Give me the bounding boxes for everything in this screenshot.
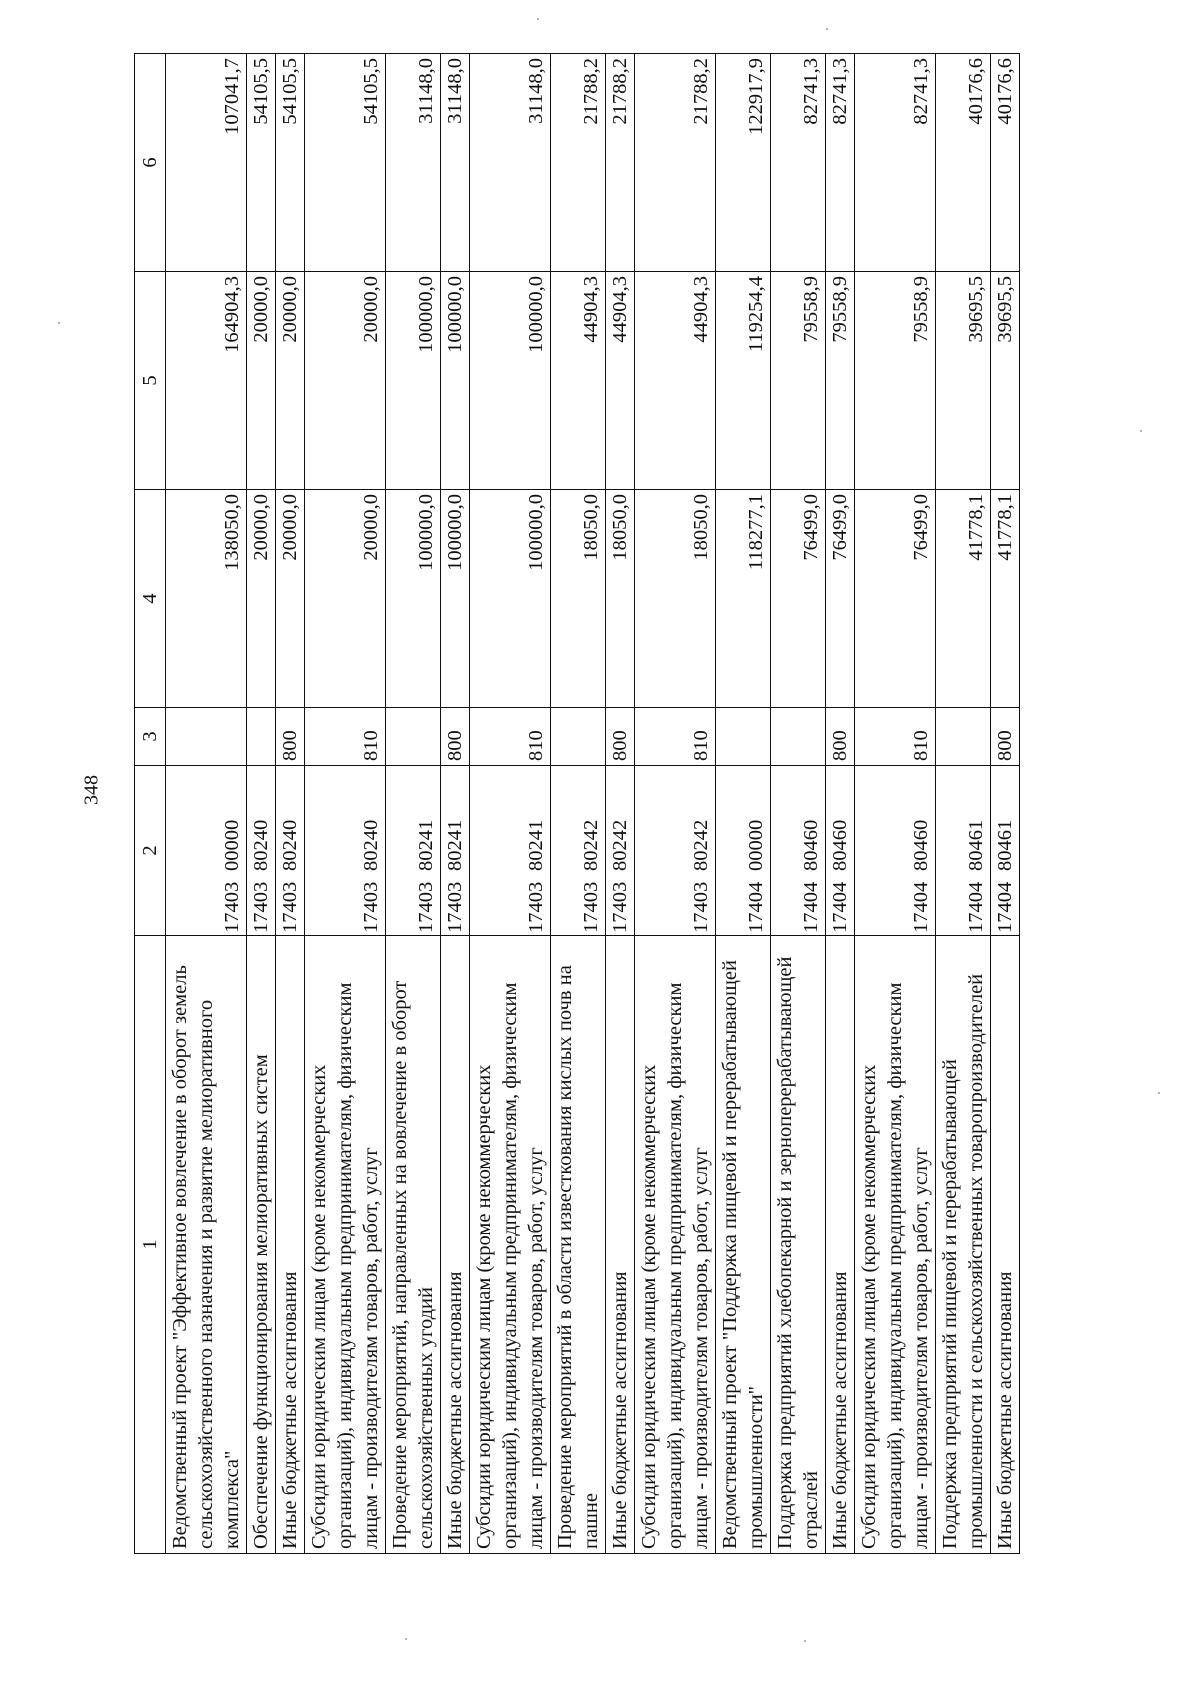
scan-speck [826,28,828,30]
amount-cell: 20000,0 [305,272,386,490]
amount-cell: 41778,1 [936,490,991,708]
row-name: Субсидии юридическим лицам (кроме некоммерческих организаций), индивидуальным предпринимателям, физическим лицам - производителям товаров, работ, услуг [855,936,936,1554]
row-name: Ведомственный проект "Эффективное вовлечение в оборот земель сельскохозяйственного назначения и развитие мелиоративного комплекса" [166,936,247,1554]
code-part-b: 80460 [829,819,851,871]
code-part-b: 80240 [279,819,301,871]
target-article-code [771,766,826,936]
target-article-code [606,766,635,936]
scan-speck [405,1638,407,1640]
amount-cell: 76499,0 [771,490,826,708]
amount-cell: 31148,0 [470,54,551,272]
scan-speck [804,1640,806,1642]
amount-cell: 18050,0 [551,490,606,708]
amount-cell: 21788,2 [551,54,606,272]
column-header: 2 [135,766,166,936]
amount-cell: 54105,5 [276,54,305,272]
amount-cell: 40176,6 [936,54,991,272]
row-name: Иные бюджетные ассигнования [826,936,855,1554]
code-part-a: 17403 [580,881,602,933]
amount-cell: 39695,5 [936,272,991,490]
amount-cell: 100000,0 [470,272,551,490]
expense-type-code: 800 [276,708,305,766]
target-article-code [305,766,386,936]
amount-cell: 20000,0 [276,272,305,490]
table-row [551,54,606,1554]
row-name: Субсидии юридическим лицам (кроме некоммерческих организаций), индивидуальным предпринимателям, физическим лицам - производителям товаров, работ, услуг [635,936,716,1554]
row-name: Проведение мероприятий в области известкования кислых почв на пашне [551,936,606,1554]
target-article-code [716,766,771,936]
code-part-b: 80240 [250,819,272,871]
row-name: Иные бюджетные ассигнования [276,936,305,1554]
code-part-b: 80241 [415,819,437,871]
amount-cell: 44904,3 [606,272,635,490]
row-name: Поддержка предприятий хлебопекарной и зерноперерабатывающей отраслей [771,936,826,1554]
amount-cell: 44904,3 [551,272,606,490]
budget-table [134,53,1020,1554]
target-article-code [936,766,991,936]
row-name: Поддержка предприятий пищевой и перерабатывающей промышленности и сельскохозяйственных товаропроизводителей [936,936,991,1554]
amount-cell: 20000,0 [247,272,276,490]
amount-cell: 21788,2 [635,54,716,272]
code-part-a: 17403 [279,881,301,933]
amount-cell: 118277,1 [716,490,771,708]
amount-cell: 20000,0 [305,490,386,708]
code-part-a: 17403 [444,881,466,933]
expense-type-code: 800 [826,708,855,766]
amount-cell: 76499,0 [826,490,855,708]
expense-type-code [386,708,441,766]
table-row [606,54,635,1554]
code-part-a: 17403 [525,881,547,933]
code-part-a: 17404 [910,881,932,933]
table-row [305,54,386,1554]
code-part-b: 80460 [910,819,932,871]
amount-cell: 18050,0 [606,490,635,708]
target-article-code [855,766,936,936]
table-row [166,54,247,1554]
rotated-page-content [134,54,1074,1554]
amount-cell: 40176,6 [991,54,1020,272]
table-row [936,54,991,1554]
column-header: 4 [135,490,166,708]
expense-type-code [716,708,771,766]
amount-cell: 44904,3 [635,272,716,490]
row-name: Субсидии юридическим лицам (кроме некоммерческих организаций), индивидуальным предпринимателям, физическим лицам - производителям товаров, работ, услуг [305,936,386,1554]
code-part-a: 17403 [415,881,437,933]
amount-cell: 41778,1 [991,490,1020,708]
code-part-a: 17404 [800,881,822,933]
amount-cell: 76499,0 [855,490,936,708]
target-article-code [276,766,305,936]
amount-cell: 100000,0 [386,490,441,708]
row-name: Ведомственный проект "Поддержка пищевой и перерабатывающей промышленности" [716,936,771,1554]
amount-cell: 31148,0 [386,54,441,272]
code-part-a: 17404 [965,881,987,933]
code-part-a: 17403 [609,881,631,933]
code-part-b: 00000 [745,819,767,871]
table-row [386,54,441,1554]
amount-cell: 100000,0 [441,272,470,490]
scan-speck [58,322,60,324]
column-header: 5 [135,272,166,490]
amount-cell: 79558,9 [771,272,826,490]
amount-cell: 119254,4 [716,272,771,490]
code-part-b: 80240 [360,819,382,871]
column-header: 1 [135,936,166,1554]
amount-cell: 82741,3 [826,54,855,272]
row-name: Проведение мероприятий, направленных на вовлечение в оборот сельскохозяйственных угодий [386,936,441,1554]
amount-cell: 31148,0 [441,54,470,272]
table-row [771,54,826,1554]
code-part-b: 80461 [965,819,987,871]
code-part-b: 80242 [580,819,602,871]
expense-type-code: 810 [305,708,386,766]
amount-cell: 20000,0 [247,490,276,708]
amount-cell: 39695,5 [991,272,1020,490]
table-row [991,54,1020,1554]
row-name: Обеспечение функционирования мелиоративных систем [247,936,276,1554]
column-header: 6 [135,54,166,272]
table-row [470,54,551,1554]
amount-cell: 79558,9 [855,272,936,490]
expense-type-code [166,708,247,766]
scan-speck [1140,430,1142,432]
row-name: Иные бюджетные ассигнования [606,936,635,1554]
code-part-a: 17403 [360,881,382,933]
amount-cell: 79558,9 [826,272,855,490]
column-number-row [135,54,166,1554]
code-part-b: 00000 [221,819,243,871]
code-part-b: 80241 [444,819,466,871]
code-part-a: 17404 [745,881,767,933]
expense-type-code: 810 [635,708,716,766]
amount-cell: 82741,3 [855,54,936,272]
expense-type-code [551,708,606,766]
expense-type-code: 810 [470,708,551,766]
target-article-code [441,766,470,936]
target-article-code [470,766,551,936]
amount-cell: 54105,5 [247,54,276,272]
scan-speck [537,18,539,20]
table-row [247,54,276,1554]
expense-type-code: 800 [991,708,1020,766]
table-row [635,54,716,1554]
target-article-code [635,766,716,936]
row-name: Иные бюджетные ассигнования [991,936,1020,1554]
amount-cell: 54105,5 [305,54,386,272]
column-header: 3 [135,708,166,766]
code-part-a: 17403 [690,881,712,933]
code-part-a: 17404 [829,881,851,933]
code-part-b: 80241 [525,819,547,871]
amount-cell: 20000,0 [276,490,305,708]
expense-type-code [771,708,826,766]
table-body [166,54,1020,1554]
expense-type-code [247,708,276,766]
code-part-a: 17404 [994,881,1016,933]
amount-cell: 21788,2 [606,54,635,272]
table-row [276,54,305,1554]
table-row [826,54,855,1554]
amount-cell: 164904,3 [166,272,247,490]
amount-cell: 100000,0 [441,490,470,708]
amount-cell: 100000,0 [386,272,441,490]
expense-type-code: 810 [855,708,936,766]
target-article-code [166,766,247,936]
code-part-b: 80460 [800,819,822,871]
amount-cell: 138050,0 [166,490,247,708]
target-article-code [826,766,855,936]
expense-type-code [936,708,991,766]
code-part-b: 80461 [994,819,1016,871]
expense-type-code: 800 [441,708,470,766]
target-article-code [247,766,276,936]
row-name: Иные бюджетные ассигнования [441,936,470,1554]
page-number: 348 [80,775,103,805]
table-row [855,54,936,1554]
amount-cell: 82741,3 [771,54,826,272]
code-part-a: 17403 [250,881,272,933]
code-part-b: 80242 [609,819,631,871]
table-row [716,54,771,1554]
target-article-code [551,766,606,936]
code-part-a: 17403 [221,881,243,933]
amount-cell: 122917,9 [716,54,771,272]
row-name: Субсидии юридическим лицам (кроме некоммерческих организаций), индивидуальным предпринимателям, физическим лицам - производителям товаров, работ, услуг [470,936,551,1554]
amount-cell: 100000,0 [470,490,551,708]
table-row [441,54,470,1554]
amount-cell: 18050,0 [635,490,716,708]
target-article-code [386,766,441,936]
expense-type-code: 800 [606,708,635,766]
amount-cell: 107041,7 [166,54,247,272]
code-part-b: 80242 [690,819,712,871]
scan-speck [1158,1092,1160,1094]
target-article-code [991,766,1020,936]
